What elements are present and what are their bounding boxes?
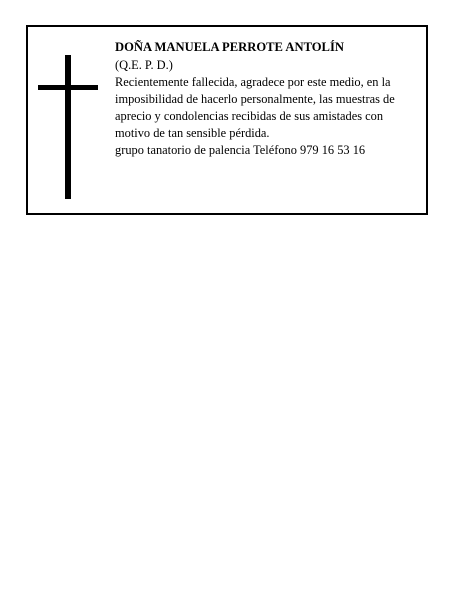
funeral-home-contact: grupo tanatorio de palencia Teléfono 979 16 53 16 [115,143,366,157]
qepd-line: (Q.E. P. D.) [115,58,173,72]
obituary-notice [26,25,428,215]
deceased-name: DOÑA MANUELA PERROTE ANTOLÍN [115,40,344,54]
notice-text [115,39,421,159]
cross-vertical-bar [65,55,71,199]
gratitude-message: Recientemente fallecida, agradece por este medio, en la imposibilidad de hacerlo personalmente, las muestras de aprecio y condolencias recibidas de sus amistades con motivo de tan sensible pérdida. [115,75,395,140]
latin-cross-icon [38,55,98,199]
cross-horizontal-bar [38,85,98,90]
